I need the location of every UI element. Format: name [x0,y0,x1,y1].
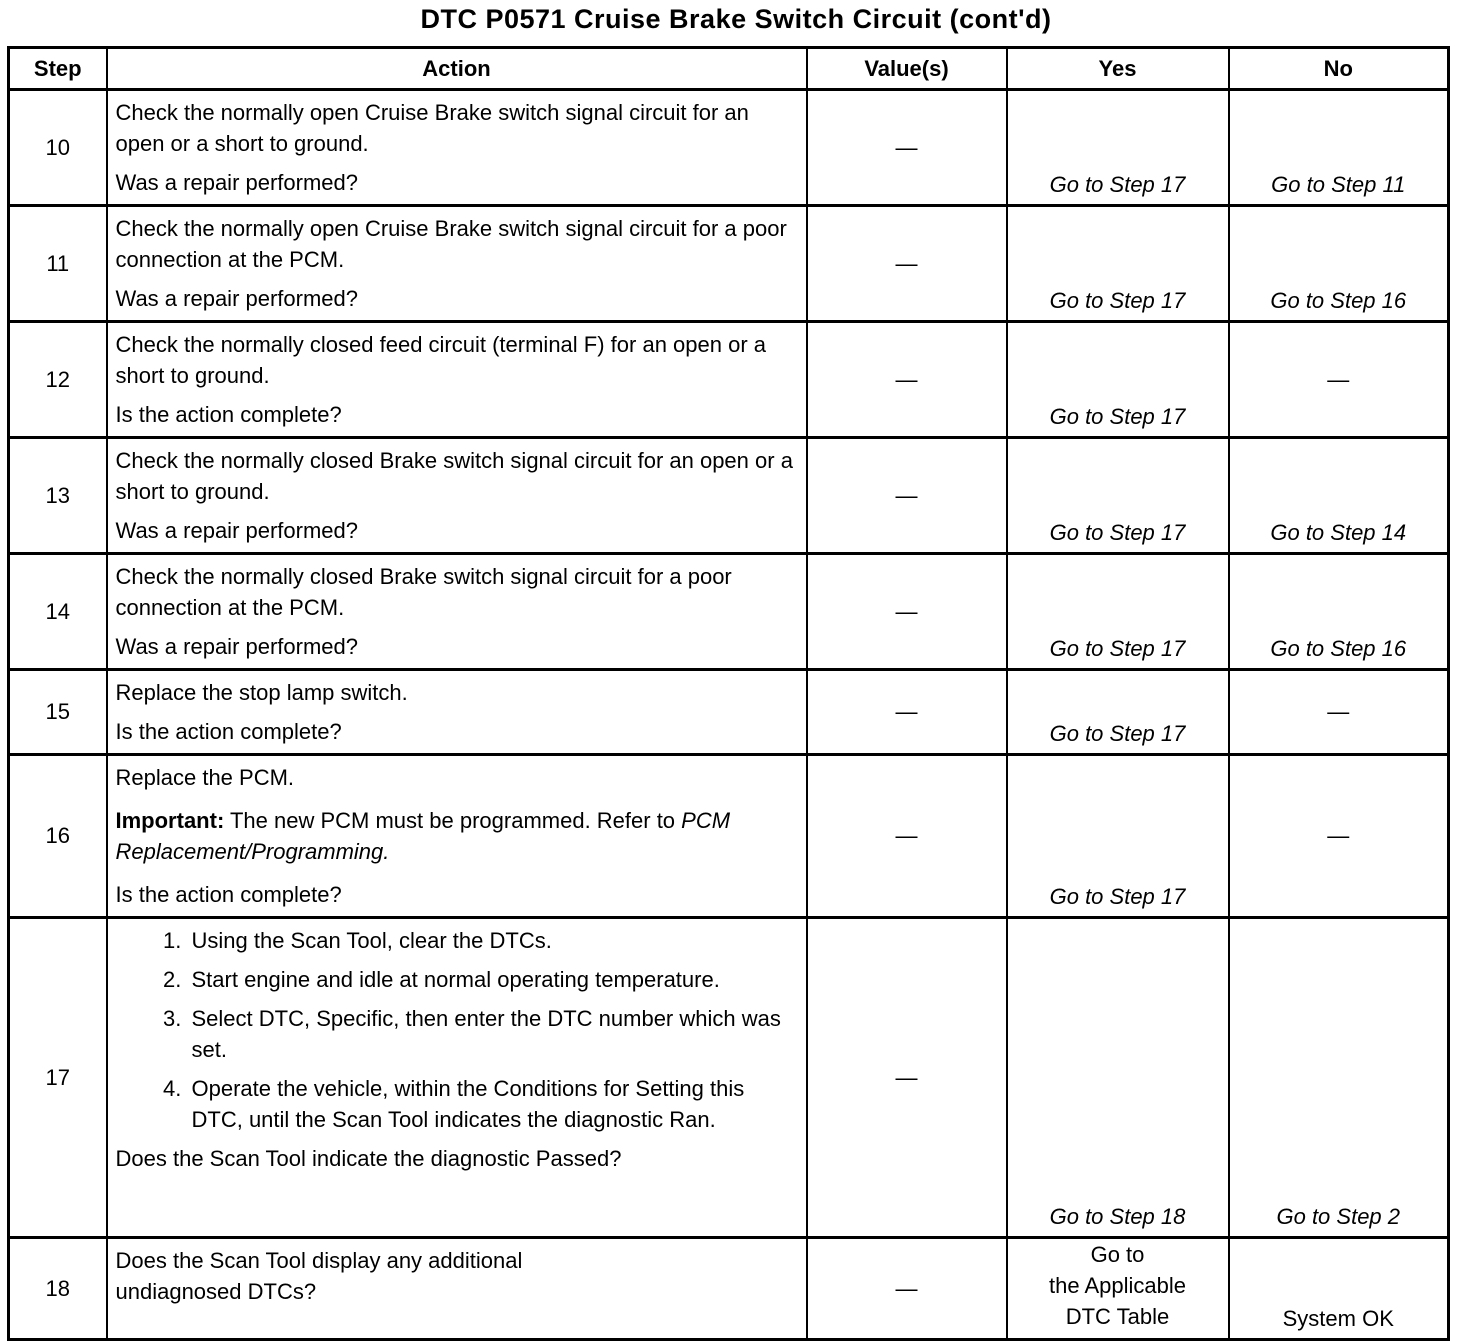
step-number: 16 [9,755,107,918]
header-action: Action [107,48,807,90]
value-cell: — [807,1238,1007,1340]
action-cell [107,755,807,918]
yes-result: Go to Step 17 [1049,520,1186,545]
step-number: 10 [9,90,107,206]
table-row [9,322,1449,438]
table-row [9,1238,1449,1340]
value-cell: — [807,90,1007,206]
procedure-list [116,925,798,1135]
step-number: 13 [9,438,107,554]
yes-result: Go to Step 18 [1049,1204,1186,1229]
no-cell [1229,755,1449,918]
no-result: — [1327,366,1350,392]
important-reference: PCM Replacement/Programming. [115,808,731,864]
no-result: Go to Step 16 [1270,636,1407,661]
yes-result: Go to Step 17 [1049,721,1186,746]
yes-result: Go to Step 17 [1049,884,1186,909]
yes-result: Go to Step 17 [1049,288,1186,313]
action-text: Replace the PCM. [115,765,295,790]
step-number: 14 [9,554,107,670]
list-item: 4. Operate the vehicle, within the Conditions for Setting this DTC, until the Scan Tool indicates the diagnostic Ran. [188,1073,798,1135]
value-cell: — [807,918,1007,1238]
value-cell: — [807,322,1007,438]
important-note [116,805,798,867]
important-label: Important: [115,808,225,833]
yes-cell [1007,670,1229,755]
header-row [9,48,1449,90]
action-text: Check the normally closed feed circuit (terminal F) for an open or a short to ground. [115,332,767,388]
no-result: Go to Step 11 [1271,172,1406,197]
value-cell: — [807,438,1007,554]
no-cell [1229,90,1449,206]
action-text: Check the normally closed Brake switch signal circuit for an open or a short to ground. [115,448,793,504]
value-cell: — [807,554,1007,670]
value-cell: — [807,670,1007,755]
yes-result: Go to Step 17 [1049,636,1186,661]
yes-cell [1007,438,1229,554]
action-text: Check the normally open Cruise Brake switch signal circuit for an open or a short to ground. [115,100,749,156]
action-cell [107,322,807,438]
yes-cell [1007,1238,1229,1340]
action-question: Does the Scan Tool indicate the diagnostic Passed? [115,1146,622,1171]
action-text: Check the normally closed Brake switch signal circuit for a poor connection at the PCM. [115,564,732,620]
no-result: Go to Step 2 [1276,1204,1401,1229]
action-question: Is the action complete? [115,719,342,744]
action-text: Check the normally open Cruise Brake switch signal circuit for a poor connection at the PCM. [115,216,787,272]
table-row [9,206,1449,322]
step-number: 12 [9,322,107,438]
page-title: DTC P0571 Cruise Brake Switch Circuit (cont'd) [420,4,1052,34]
action-question: Is the action complete? [115,882,342,907]
action-question: Was a repair performed? [115,170,359,195]
no-result: Go to Step 16 [1270,288,1407,313]
header-step: Step [9,48,107,90]
list-item: 2. Start engine and idle at normal operating temperature. [188,964,798,995]
yes-result: Go to Step 17 [1049,172,1186,197]
action-cell [107,90,807,206]
action-text: Replace the stop lamp switch. [115,680,408,705]
action-question: Is the action complete? [115,402,342,427]
no-cell [1229,1238,1449,1340]
action-text: Does the Scan Tool display any additional undiagnosed DTCs? [115,1248,523,1304]
no-cell [1229,918,1449,1238]
yes-cell [1007,554,1229,670]
action-cell [107,206,807,322]
action-question: Was a repair performed? [115,634,359,659]
table-row [9,918,1449,1238]
action-cell [107,1238,807,1340]
no-cell [1229,438,1449,554]
important-text: The new PCM must be programmed. Refer to [229,808,676,833]
action-question: Was a repair performed? [115,286,359,311]
yes-result-line: the Applicable [1049,1273,1186,1298]
list-item: 1. Using the Scan Tool, clear the DTCs. [188,925,798,956]
header-no: No [1229,48,1449,90]
table-row [9,438,1449,554]
no-result: System OK [1282,1306,1394,1331]
action-cell [107,438,807,554]
table-row [9,670,1449,755]
table-row [9,755,1449,918]
step-number: 11 [9,206,107,322]
table-row [9,90,1449,206]
no-cell [1229,206,1449,322]
no-cell [1229,322,1449,438]
yes-cell [1007,206,1229,322]
yes-cell [1007,755,1229,918]
yes-cell [1007,918,1229,1238]
header-values: Value(s) [807,48,1007,90]
table-row [9,554,1449,670]
step-number: 17 [9,918,107,1238]
yes-cell [1007,90,1229,206]
list-item: 3. Select DTC, Specific, then enter the DTC number which was set. [188,1003,798,1065]
action-cell [107,918,807,1238]
action-question: Was a repair performed? [115,518,359,543]
yes-result-line: DTC Table [1065,1304,1170,1329]
value-cell: — [807,206,1007,322]
yes-result [1008,1239,1228,1332]
no-result: Go to Step 14 [1270,520,1407,545]
yes-result-line: Go to [1090,1242,1145,1267]
no-result: — [1327,823,1350,848]
no-result: — [1327,699,1350,724]
no-cell [1229,554,1449,670]
step-number: 15 [9,670,107,755]
value-cell: — [807,755,1007,918]
action-cell [107,670,807,755]
action-cell [107,554,807,670]
diagnostic-table [7,46,1450,1341]
no-cell [1229,670,1449,755]
yes-result: Go to Step 17 [1049,404,1186,429]
header-yes: Yes [1007,48,1229,90]
step-number: 18 [9,1238,107,1340]
yes-cell [1007,322,1229,438]
